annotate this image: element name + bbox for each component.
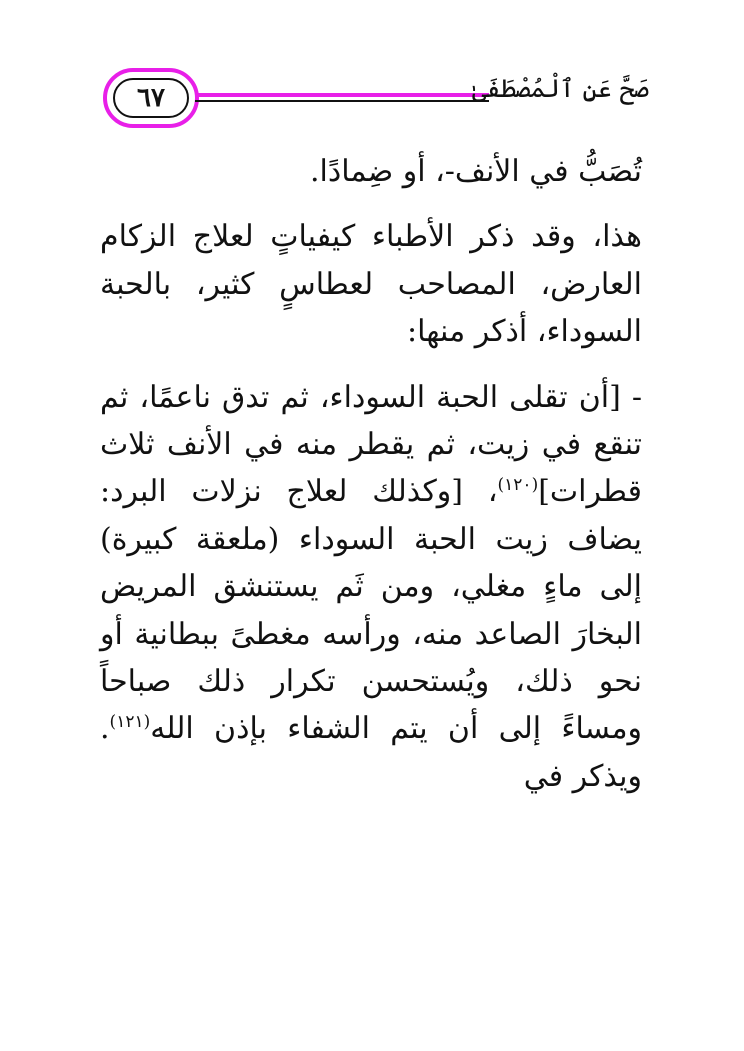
page-number-badge	[103, 68, 199, 128]
paragraph-2: هذا، وقد ذكر الأطباء كيفياتٍ لعلاج الزكام العارض، المصاحب لعطاسٍ كثير، بالحبة السوداء، أذكر منها:	[100, 219, 642, 350]
page-number: ٦٧	[113, 78, 189, 118]
paragraph-3	[100, 374, 642, 801]
header-rule	[195, 93, 489, 103]
page-body	[100, 148, 642, 818]
footnote-ref-121: (١٢١)	[109, 712, 151, 733]
paragraph-3-part-c: . ويذكر في	[100, 711, 642, 794]
paragraph-3-part-a: - [أن تقلى الحبة السوداء، ثم تدق ناعمًا، ثم تنقع في زيت، ثم يقطر منه في الأنف ثلاث قطرات]	[100, 379, 642, 510]
footnote-ref-120: (١٢٠)	[497, 475, 539, 496]
header-rule-pink	[195, 93, 489, 97]
running-title: صَحَّ عَنِ ٱلْمُصْطَفَىٰ	[471, 74, 649, 103]
page-header	[103, 68, 649, 134]
paragraph-3-part-b: ، [وكذلك لعلاج نزلات البرد: يضاف زيت الحبة السوداء (ملعقة كبيرة) إلى ماءٍ مغلي، ومن ثَم يستنشق المريض البخارَ الصاعد منه، ورأسه مغطىً ببطانية أو نحو ذلك، ويُستحسن تكرار ذلك صباحاً ومساءً إلى أن يتم الشفاء بإذن الله	[100, 474, 642, 747]
paragraph-1: تُصَبُّ في الأنف-، أو ضِمادًا.	[310, 154, 642, 189]
header-rule-black	[195, 100, 489, 102]
